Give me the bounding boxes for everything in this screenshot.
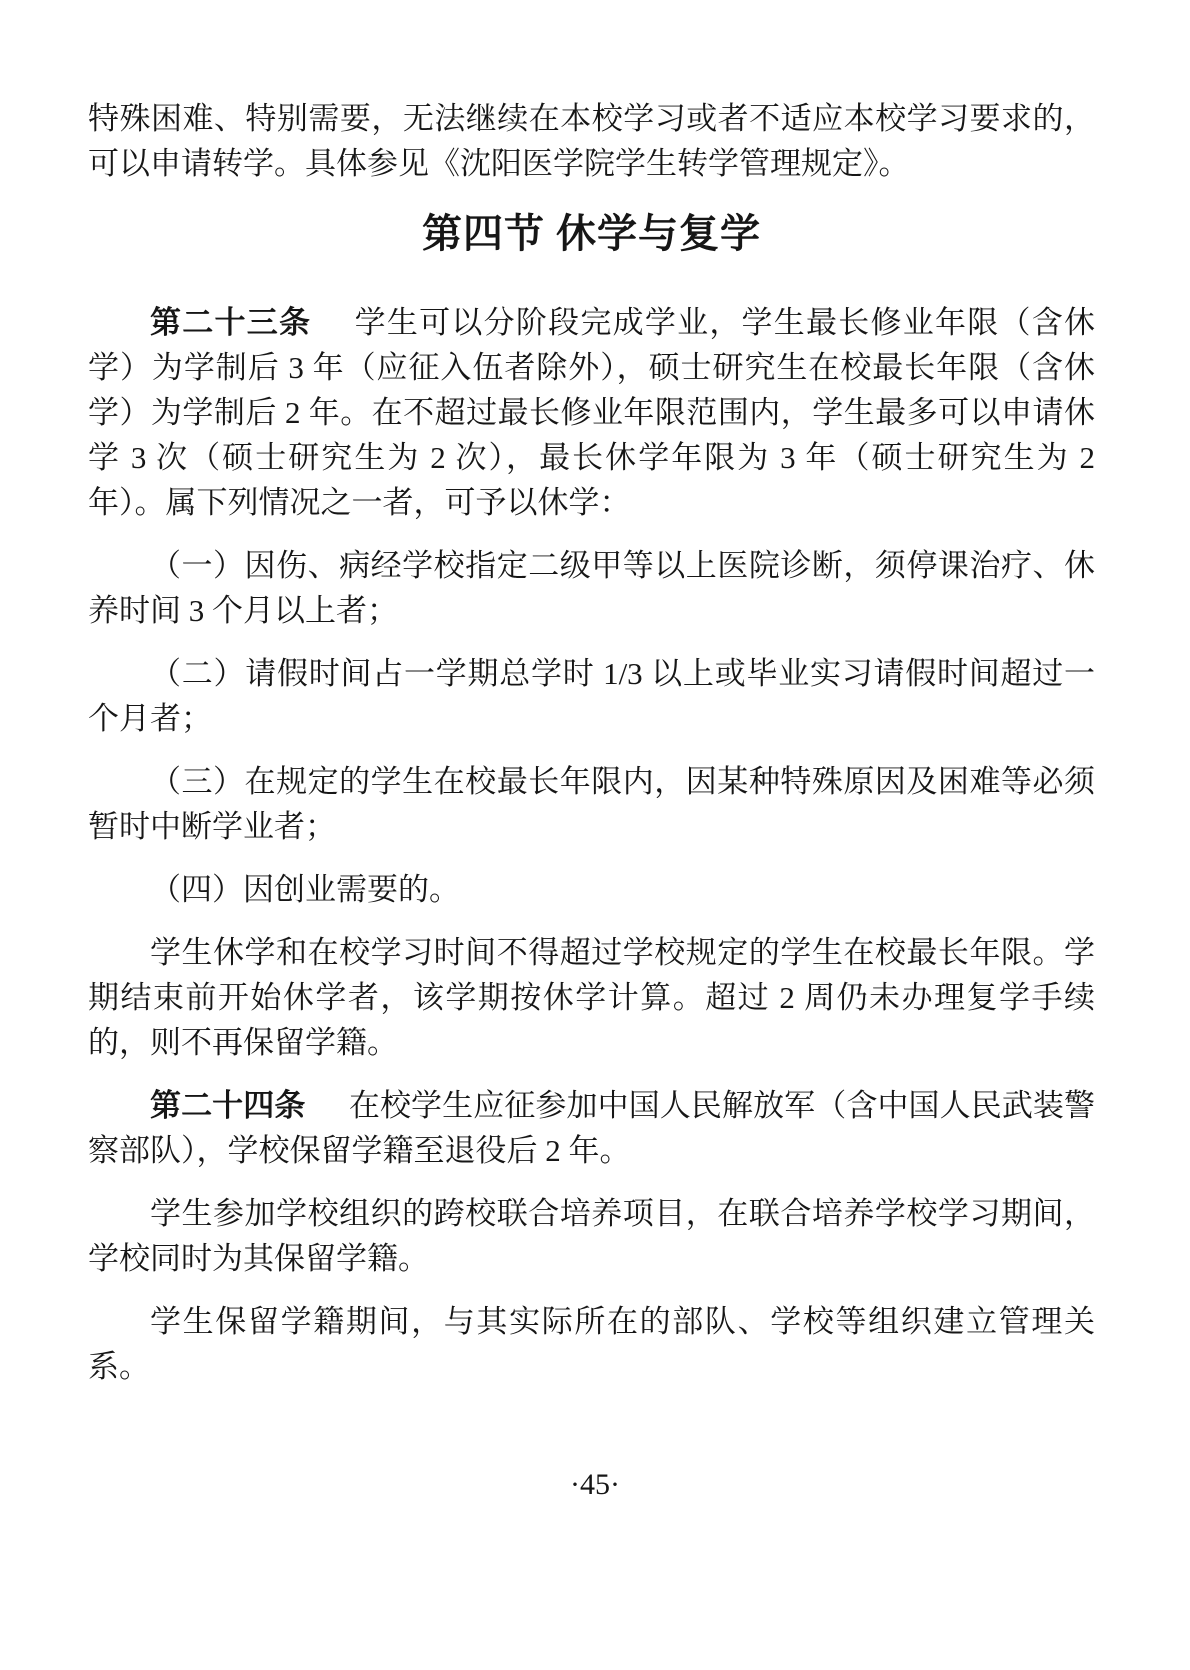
section-heading: 第四节 休学与复学 (422, 211, 761, 256)
article-24-paragraph (88, 1083, 1095, 1173)
clause-item-4: （四）因创业需要的。 (150, 872, 460, 907)
clause-item-1: （一）因伤、病经学校指定二级甲等以上医院诊断，须停课治疗、休养时间 3 个月以上者； (88, 548, 1095, 628)
clause-item-3: （三）在规定的学生在校最长年限内，因某种特殊原因及困难等必须暂时中断学业者； (88, 764, 1095, 844)
article-24-term: 第二十四条 (150, 1088, 306, 1123)
intro-paragraph: 特殊困难、特别需要，无法继续在本校学习或者不适应本校学习要求的，可以申请转学。具体参见《沈阳医学院学生转学管理规定》。 (88, 101, 1095, 181)
article-23-text: 学生可以分阶段完成学业，学生最长修业年限（含休学）为学制后 3 年（应征入伍者除外），硕士研究生在校最长年限（含休学）为学制后 2 年。在不超过最长修业年限范围内，学生最多可以申请休学 3 次（硕士研究生为 2 次），最长休学年限为 3 年（硕士研究生为 2 年）。属下列情况之一者，可予以休学： (88, 305, 1096, 520)
article-24-followup-paragraph-1: 学生参加学校组织的跨校联合培养项目，在联合培养学校学习期间，学校同时为其保留学籍。 (88, 1196, 1095, 1276)
article-23-followup-paragraph: 学生休学和在校学习时间不得超过学校规定的学生在校最长年限。学期结束前开始休学者，该学期按休学计算。超过 2 周仍未办理复学手续的，则不再保留学籍。 (88, 935, 1095, 1060)
article-24-followup-paragraph-2: 学生保留学籍期间，与其实际所在的部队、学校等组织建立管理关系。 (88, 1304, 1095, 1384)
page-number: ·45· (570, 1468, 620, 1501)
article-24-text: 在校学生应征参加中国人民解放军（含中国人民武装警察部队），学校保留学籍至退役后 2 年。 (88, 1088, 1096, 1168)
article-23-term: 第二十三条 (150, 305, 312, 340)
article-23-paragraph (88, 300, 1095, 525)
clause-item-2: （二）请假时间占一学期总学时 1/3 以上或毕业实习请假时间超过一个月者； (88, 656, 1095, 736)
